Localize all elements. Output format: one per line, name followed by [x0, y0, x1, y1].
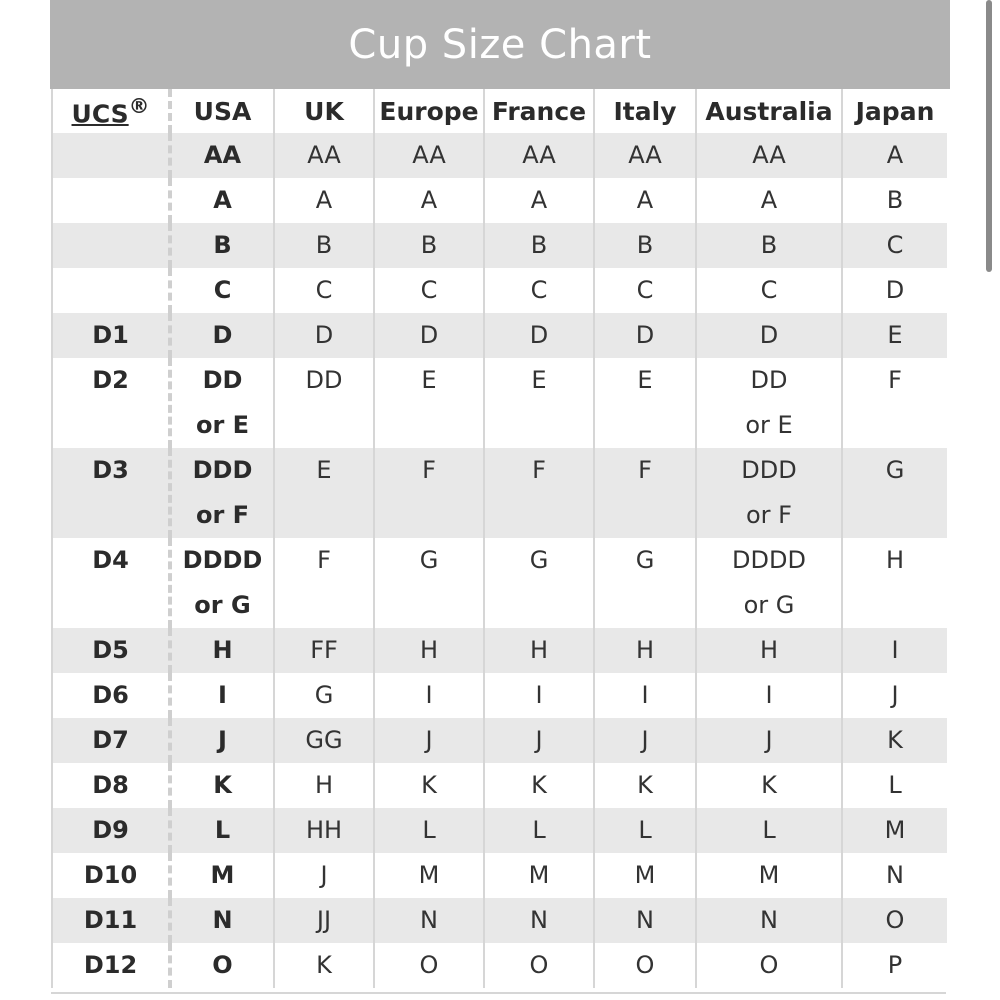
australia-cell: [696, 313, 842, 358]
ucs-value: [53, 178, 168, 223]
france-value: O: [529, 951, 549, 979]
ucs-cell: [52, 763, 170, 808]
column-header-france: France: [484, 89, 594, 133]
italy-value: E: [637, 366, 653, 394]
europe-cell: [374, 763, 484, 808]
australia-cell: [696, 628, 842, 673]
japan-cell: [842, 178, 947, 223]
italy-value: N: [636, 906, 654, 934]
europe-value: I: [425, 681, 433, 709]
japan-value: H: [885, 546, 905, 574]
chart-title: Cup Size Chart: [50, 0, 950, 89]
column-header-usa: USA: [170, 89, 274, 133]
uk-cell: [274, 133, 374, 178]
ucs-cell: [52, 358, 170, 448]
france-value: J: [535, 726, 543, 754]
italy-cell: [594, 808, 696, 853]
japan-value: E: [887, 321, 903, 349]
uk-cell: [274, 313, 374, 358]
japan-value: D: [885, 276, 905, 304]
japan-value: K: [887, 726, 903, 754]
table-row: [52, 268, 947, 313]
australia-cell: [696, 223, 842, 268]
italy-cell: [594, 538, 696, 628]
uk-cell: [274, 223, 374, 268]
usa-value: H: [212, 636, 233, 664]
usa-value: I: [218, 681, 227, 709]
ucs-cell: [52, 673, 170, 718]
italy-cell: [594, 673, 696, 718]
usa-cell: [170, 898, 274, 943]
usa-value: B: [213, 231, 232, 259]
italy-cell: [594, 628, 696, 673]
japan-value: B: [886, 186, 904, 214]
ucs-value: D7: [92, 726, 129, 754]
table-row: [52, 943, 947, 988]
italy-cell: [594, 178, 696, 223]
scrollbar[interactable]: [986, 0, 992, 272]
column-header-europe: Europe: [374, 89, 484, 133]
table-row: [52, 358, 947, 448]
usa-cell: [170, 763, 274, 808]
japan-value: A: [886, 141, 904, 169]
italy-value: C: [636, 276, 654, 304]
australia-cell: [696, 178, 842, 223]
australia-value: DDD: [741, 456, 797, 484]
ucs-cell: [52, 268, 170, 313]
table-row: [52, 628, 947, 673]
australia-value: J: [765, 726, 773, 754]
australia-cell: [696, 898, 842, 943]
australia-value: O: [759, 951, 779, 979]
australia-value: H: [759, 636, 779, 664]
japan-cell: [842, 718, 947, 763]
usa-value: DDDD: [182, 546, 263, 574]
japan-cell: [842, 628, 947, 673]
uk-value: B: [315, 231, 333, 259]
italy-value: D: [635, 321, 655, 349]
europe-cell: [374, 313, 484, 358]
uk-cell: [274, 898, 374, 943]
ucs-value: D3: [92, 456, 129, 484]
usa-cell: [170, 628, 274, 673]
usa-cell: [170, 673, 274, 718]
usa-value: DDD: [192, 456, 253, 484]
uk-cell: [274, 538, 374, 628]
uk-cell: [274, 853, 374, 898]
italy-value: H: [635, 636, 655, 664]
france-cell: [484, 943, 594, 988]
usa-value: O: [212, 951, 233, 979]
usa-cell: [170, 358, 274, 448]
france-cell: [484, 718, 594, 763]
europe-cell: [374, 538, 484, 628]
europe-value: L: [422, 816, 436, 844]
usa-cell: [170, 133, 274, 178]
japan-value: I: [891, 636, 899, 664]
france-value: F: [532, 456, 546, 484]
uk-value: H: [314, 771, 334, 799]
italy-value: AA: [628, 141, 662, 169]
usa-cell: [170, 808, 274, 853]
italy-value: F: [638, 456, 652, 484]
australia-cell: [696, 943, 842, 988]
japan-value: J: [891, 681, 899, 709]
usa-value: AA: [203, 141, 242, 169]
france-value: D: [529, 321, 549, 349]
australia-value: M: [758, 861, 780, 889]
ucs-cell: [52, 853, 170, 898]
france-cell: [484, 628, 594, 673]
column-header-japan: Japan: [842, 89, 947, 133]
europe-value: N: [420, 906, 438, 934]
uk-value: D: [314, 321, 334, 349]
table-row: [52, 718, 947, 763]
uk-cell: [274, 718, 374, 763]
usa-value: A: [213, 186, 232, 214]
usa-cell: [170, 853, 274, 898]
japan-cell: [842, 313, 947, 358]
japan-cell: [842, 898, 947, 943]
ucs-cell: [52, 718, 170, 763]
europe-cell: [374, 853, 484, 898]
italy-value: K: [637, 771, 653, 799]
italy-cell: [594, 763, 696, 808]
table-row: [52, 763, 947, 808]
usa-cell: [170, 178, 274, 223]
uk-cell: [274, 358, 374, 448]
australia-cell: [696, 673, 842, 718]
australia-cell: [696, 808, 842, 853]
italy-cell: [594, 268, 696, 313]
europe-value: J: [425, 726, 433, 754]
italy-cell: [594, 718, 696, 763]
japan-value: C: [886, 231, 904, 259]
usa-value: J: [218, 726, 227, 754]
uk-value: FF: [310, 636, 338, 664]
japan-cell: [842, 853, 947, 898]
ucs-label: UCS: [71, 99, 129, 129]
france-value: L: [532, 816, 546, 844]
usa-value: or F: [195, 501, 250, 529]
column-header-uk: UK: [274, 89, 374, 133]
europe-cell: [374, 943, 484, 988]
ucs-cell: [52, 628, 170, 673]
japan-cell: [842, 358, 947, 448]
japan-value: N: [886, 861, 904, 889]
uk-value: AA: [307, 141, 341, 169]
japan-cell: [842, 538, 947, 628]
table-row: [52, 313, 947, 358]
france-value: E: [531, 366, 547, 394]
usa-cell: [170, 538, 274, 628]
australia-cell: [696, 538, 842, 628]
japan-value: L: [888, 771, 902, 799]
italy-cell: [594, 448, 696, 538]
australia-value: B: [760, 231, 778, 259]
uk-cell: [274, 943, 374, 988]
australia-value: or E: [745, 411, 793, 439]
table-row: [52, 223, 947, 268]
japan-cell: [842, 943, 947, 988]
ucs-value: D2: [92, 366, 129, 394]
table-row: [52, 898, 947, 943]
europe-value: AA: [412, 141, 446, 169]
usa-value: or G: [194, 591, 251, 619]
usa-cell: [170, 718, 274, 763]
uk-value: A: [315, 186, 333, 214]
france-cell: [484, 358, 594, 448]
france-cell: [484, 898, 594, 943]
japan-value: P: [887, 951, 903, 979]
ucs-value: [53, 133, 168, 178]
japan-cell: [842, 448, 947, 538]
italy-cell: [594, 943, 696, 988]
europe-value: B: [420, 231, 438, 259]
australia-cell: [696, 133, 842, 178]
europe-cell: [374, 268, 484, 313]
australia-value: N: [760, 906, 778, 934]
ucs-value: [53, 268, 168, 313]
uk-value: J: [320, 861, 328, 889]
italy-cell: [594, 853, 696, 898]
ucs-value: D10: [83, 861, 138, 889]
europe-value: D: [419, 321, 439, 349]
australia-value: K: [761, 771, 777, 799]
uk-value: DD: [305, 366, 343, 394]
ucs-value: D9: [92, 816, 129, 844]
europe-value: F: [422, 456, 436, 484]
europe-cell: [374, 898, 484, 943]
usa-cell: [170, 268, 274, 313]
ucs-cell: [52, 133, 170, 178]
ucs-cell: [52, 178, 170, 223]
france-cell: [484, 178, 594, 223]
europe-cell: [374, 448, 484, 538]
france-cell: [484, 808, 594, 853]
france-cell: [484, 268, 594, 313]
france-value: AA: [522, 141, 556, 169]
uk-value: F: [317, 546, 331, 574]
australia-value: I: [765, 681, 773, 709]
france-value: I: [535, 681, 543, 709]
europe-cell: [374, 673, 484, 718]
italy-value: L: [638, 816, 652, 844]
europe-value: C: [420, 276, 438, 304]
australia-value: DDDD: [732, 546, 806, 574]
france-cell: [484, 763, 594, 808]
australia-cell: [696, 718, 842, 763]
uk-value: G: [314, 681, 334, 709]
australia-value: C: [760, 276, 778, 304]
france-value: N: [530, 906, 548, 934]
france-cell: [484, 313, 594, 358]
japan-value: O: [885, 906, 905, 934]
ucs-value: D5: [92, 636, 129, 664]
italy-value: I: [641, 681, 649, 709]
usa-value: C: [213, 276, 232, 304]
france-value: B: [530, 231, 548, 259]
uk-cell: [274, 178, 374, 223]
usa-value: M: [210, 861, 235, 889]
europe-cell: [374, 223, 484, 268]
uk-value: K: [316, 951, 332, 979]
japan-value: G: [885, 456, 905, 484]
france-cell: [484, 133, 594, 178]
europe-cell: [374, 808, 484, 853]
australia-value: or G: [743, 591, 795, 619]
usa-value: DD: [202, 366, 243, 394]
ucs-cell: [52, 223, 170, 268]
table-body: [52, 133, 947, 988]
usa-value: N: [212, 906, 233, 934]
italy-value: J: [641, 726, 649, 754]
uk-cell: [274, 448, 374, 538]
japan-cell: [842, 673, 947, 718]
header-row: [52, 89, 947, 133]
australia-value: A: [760, 186, 778, 214]
italy-cell: [594, 223, 696, 268]
france-value: K: [531, 771, 547, 799]
italy-cell: [594, 358, 696, 448]
france-value: A: [530, 186, 548, 214]
japan-cell: [842, 133, 947, 178]
australia-value: or F: [746, 501, 792, 529]
ucs-value: D11: [83, 906, 138, 934]
italy-value: G: [635, 546, 655, 574]
italy-value: M: [634, 861, 656, 889]
australia-cell: [696, 853, 842, 898]
ucs-value: D12: [83, 951, 138, 979]
uk-cell: [274, 763, 374, 808]
japan-value: F: [888, 366, 902, 394]
france-cell: [484, 538, 594, 628]
japan-cell: [842, 763, 947, 808]
italy-value: O: [635, 951, 655, 979]
italy-value: A: [636, 186, 654, 214]
ucs-value: D4: [92, 546, 129, 574]
australia-value: DD: [750, 366, 788, 394]
uk-value: E: [316, 456, 332, 484]
registered-mark: ®: [128, 93, 150, 118]
europe-cell: [374, 178, 484, 223]
usa-cell: [170, 223, 274, 268]
australia-cell: [696, 358, 842, 448]
europe-value: G: [419, 546, 439, 574]
australia-cell: [696, 448, 842, 538]
table-row: [52, 133, 947, 178]
europe-cell: [374, 718, 484, 763]
uk-cell: [274, 268, 374, 313]
europe-value: O: [419, 951, 439, 979]
france-value: M: [528, 861, 550, 889]
ucs-cell: [52, 943, 170, 988]
usa-value: L: [214, 816, 231, 844]
usa-cell: [170, 943, 274, 988]
europe-value: M: [418, 861, 440, 889]
uk-cell: [274, 628, 374, 673]
table-row: [52, 538, 947, 628]
europe-cell: [374, 628, 484, 673]
usa-cell: [170, 448, 274, 538]
japan-value: M: [884, 816, 906, 844]
italy-cell: [594, 898, 696, 943]
france-cell: [484, 448, 594, 538]
ucs-cell: [52, 898, 170, 943]
uk-value: C: [315, 276, 333, 304]
usa-cell: [170, 313, 274, 358]
usa-value: or E: [195, 411, 250, 439]
table-row: [52, 808, 947, 853]
usa-value: D: [212, 321, 233, 349]
table-row: [52, 853, 947, 898]
uk-value: JJ: [316, 906, 332, 934]
table-row: [52, 178, 947, 223]
italy-cell: [594, 133, 696, 178]
ucs-value: D1: [92, 321, 129, 349]
table-row: [52, 673, 947, 718]
france-value: H: [529, 636, 549, 664]
france-cell: [484, 673, 594, 718]
europe-value: A: [420, 186, 438, 214]
ucs-value: D6: [92, 681, 129, 709]
column-header-australia: Australia: [696, 89, 842, 133]
cup-size-table: [51, 89, 947, 988]
ucs-cell: [52, 808, 170, 853]
europe-cell: [374, 133, 484, 178]
uk-value: GG: [305, 726, 343, 754]
table-row: [52, 448, 947, 538]
japan-cell: [842, 268, 947, 313]
ucs-cell: [52, 313, 170, 358]
japan-cell: [842, 223, 947, 268]
france-value: G: [529, 546, 549, 574]
japan-cell: [842, 808, 947, 853]
australia-value: D: [759, 321, 779, 349]
ucs-value: [53, 223, 168, 268]
uk-cell: [274, 808, 374, 853]
france-cell: [484, 223, 594, 268]
france-cell: [484, 853, 594, 898]
column-header-ucs: [52, 89, 170, 133]
ucs-value: D8: [92, 771, 129, 799]
ucs-cell: [52, 538, 170, 628]
europe-value: E: [421, 366, 437, 394]
australia-value: AA: [752, 141, 786, 169]
ucs-cell: [52, 448, 170, 538]
australia-cell: [696, 763, 842, 808]
australia-cell: [696, 268, 842, 313]
column-header-italy: Italy: [594, 89, 696, 133]
france-value: C: [530, 276, 548, 304]
uk-cell: [274, 673, 374, 718]
europe-value: H: [419, 636, 439, 664]
europe-value: K: [421, 771, 437, 799]
uk-value: HH: [305, 816, 343, 844]
italy-value: B: [636, 231, 654, 259]
table-bottom-border: [51, 992, 946, 994]
europe-cell: [374, 358, 484, 448]
australia-value: L: [762, 816, 776, 844]
usa-value: K: [213, 771, 232, 799]
italy-cell: [594, 313, 696, 358]
